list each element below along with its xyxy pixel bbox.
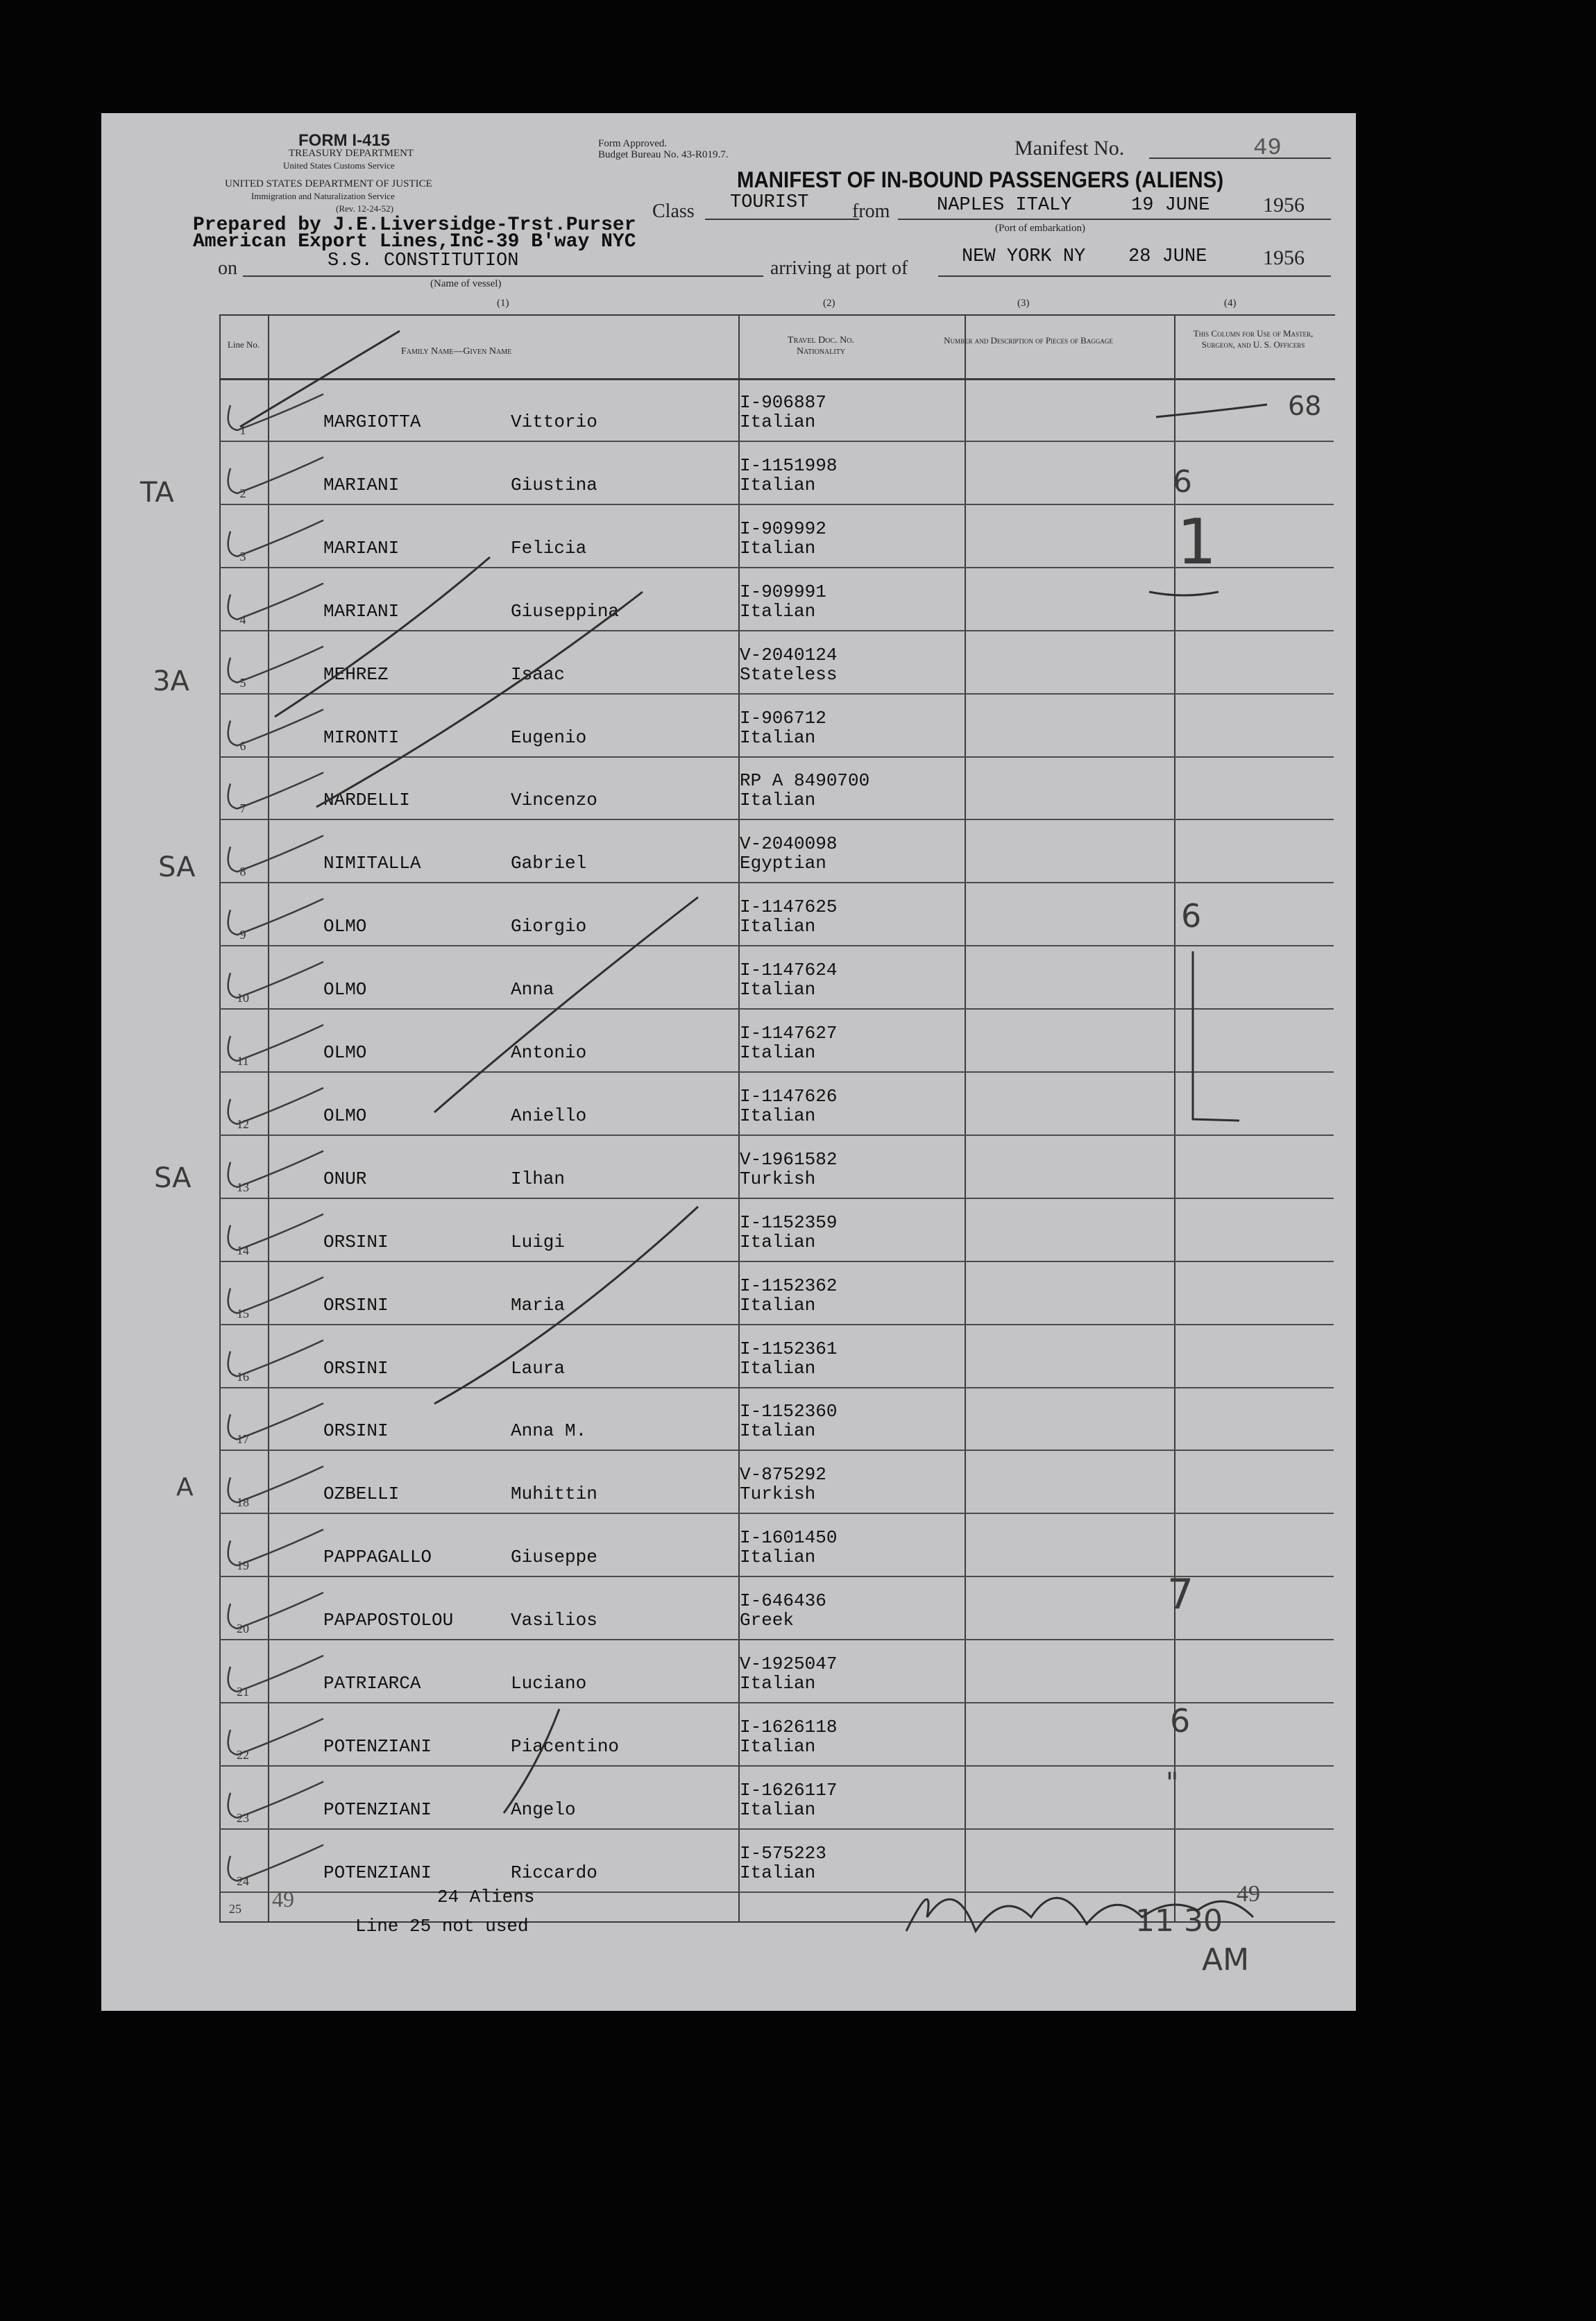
handwritten-time: 11 30 bbox=[1135, 1903, 1223, 1939]
family-name: ORSINI bbox=[323, 1231, 389, 1252]
line-number: 7 bbox=[239, 801, 246, 816]
nationality: Italian bbox=[740, 474, 816, 495]
table-row bbox=[219, 883, 1334, 946]
col-num-1: (1) bbox=[497, 298, 509, 309]
nationality: Italian bbox=[740, 1231, 816, 1252]
handwritten-ditto: " bbox=[1166, 1767, 1179, 1799]
table-row bbox=[219, 695, 1334, 758]
class-label: Class bbox=[652, 201, 695, 222]
handwritten-6: 6 bbox=[1181, 897, 1202, 935]
nationality: Italian bbox=[740, 1673, 816, 1694]
table-row bbox=[219, 1325, 1334, 1388]
arriving-label: arriving at port of bbox=[770, 257, 908, 279]
travel-doc-number: I-1147624 bbox=[740, 960, 838, 981]
page-count-left: 49 bbox=[272, 1887, 294, 1912]
nationality: Italian bbox=[740, 726, 816, 748]
nationality: Turkish bbox=[740, 1168, 816, 1189]
travel-doc-number: I-1626118 bbox=[740, 1716, 838, 1737]
table-row bbox=[219, 1388, 1334, 1451]
nationality: Italian bbox=[740, 979, 816, 1001]
nationality: Turkish bbox=[740, 1483, 816, 1505]
handwritten-am: AM bbox=[1202, 1942, 1250, 1978]
table-row bbox=[219, 1010, 1334, 1073]
line-number: 2 bbox=[239, 486, 246, 500]
nationality: Italian bbox=[740, 1357, 816, 1379]
given-name: Maria bbox=[511, 1294, 566, 1316]
line-number: 19 bbox=[237, 1558, 249, 1573]
given-name: Aniello bbox=[511, 1105, 587, 1126]
margin-note-sa: SA bbox=[158, 851, 196, 883]
nationality: Italian bbox=[740, 1420, 816, 1442]
nationality: Greek bbox=[740, 1610, 795, 1631]
on-label: on bbox=[218, 257, 237, 279]
given-name: Anna M. bbox=[511, 1420, 587, 1442]
family-name: OLMO bbox=[323, 1042, 367, 1063]
line-number: 9 bbox=[239, 928, 246, 942]
travel-doc-number: I-906712 bbox=[740, 707, 826, 729]
given-name: Anna bbox=[511, 979, 554, 1001]
agency-treasury: TREASURY DEPARTMENT bbox=[289, 148, 414, 159]
line-25-number: 25 bbox=[229, 1902, 241, 1916]
family-name: MEHREZ bbox=[323, 663, 389, 685]
vessel-caption: (Name of vessel) bbox=[430, 278, 502, 289]
travel-doc-number: V-2040124 bbox=[740, 644, 838, 665]
given-name: Piacentino bbox=[511, 1735, 620, 1757]
given-name: Angelo bbox=[511, 1799, 576, 1820]
margin-note-a: A bbox=[176, 1473, 194, 1502]
family-name: MARGIOTTA bbox=[323, 411, 421, 432]
from-label: from bbox=[852, 201, 890, 222]
handwritten-68: 68 bbox=[1288, 391, 1322, 421]
port-embark-caption: (Port of embarkation) bbox=[995, 223, 1085, 234]
company-line: American Export Lines,Inc-39 B'way NYC bbox=[193, 231, 636, 253]
table-row bbox=[219, 1199, 1334, 1262]
line-number: 22 bbox=[237, 1747, 249, 1762]
nationality: Stateless bbox=[740, 663, 838, 685]
travel-doc-number: I-1152359 bbox=[740, 1211, 838, 1233]
travel-doc-number: RP A 8490700 bbox=[740, 770, 870, 792]
nationality: Italian bbox=[740, 1042, 816, 1063]
given-name: Antonio bbox=[511, 1042, 587, 1063]
manifest-no: 49 bbox=[1253, 135, 1282, 162]
table-row bbox=[219, 1262, 1334, 1325]
class-value: TOURIST bbox=[730, 192, 809, 213]
header-baggage: Number and Description of Pieces of Baggage bbox=[944, 335, 1113, 346]
line-number: 14 bbox=[237, 1243, 249, 1257]
agency-customs: United States Customs Service bbox=[283, 160, 395, 171]
line-number: 1 bbox=[239, 423, 246, 437]
given-name: Felicia bbox=[511, 537, 587, 559]
margin-note-ta: TA bbox=[140, 477, 174, 509]
col-num-4: (4) bbox=[1224, 298, 1237, 309]
given-name: Vittorio bbox=[511, 411, 597, 432]
table-row bbox=[219, 379, 1334, 442]
line-number: 17 bbox=[237, 1432, 249, 1447]
family-name: OLMO bbox=[323, 979, 367, 1001]
margin-note-sa: SA bbox=[154, 1162, 192, 1194]
table-row bbox=[219, 568, 1334, 631]
given-name: Luigi bbox=[511, 1231, 566, 1252]
travel-doc-number: I-906887 bbox=[740, 392, 826, 413]
family-name: OLMO bbox=[323, 1105, 367, 1126]
form-revision: (Rev. 12-24-52) bbox=[336, 203, 393, 214]
line-number: 12 bbox=[237, 1116, 249, 1131]
line-number: 11 bbox=[237, 1054, 249, 1068]
line-number: 5 bbox=[239, 675, 246, 690]
agency-justice: UNITED STATES DEPARTMENT OF JUSTICE bbox=[225, 178, 432, 189]
table-row bbox=[219, 1451, 1334, 1514]
nationality: Italian bbox=[740, 411, 816, 432]
family-name: MIRONTI bbox=[323, 726, 400, 748]
approval-line-1: Form Approved. bbox=[598, 138, 668, 149]
given-name: Giuseppina bbox=[511, 600, 620, 622]
table-row bbox=[219, 442, 1334, 505]
given-name: Giuseppe bbox=[511, 1547, 597, 1568]
travel-doc-number: I-1601450 bbox=[740, 1527, 838, 1549]
manifest-title: MANIFEST OF IN-BOUND PASSENGERS (ALIENS) bbox=[737, 167, 1224, 192]
family-name: MARIANI bbox=[323, 600, 400, 622]
margin-note-3a: 3A bbox=[153, 665, 189, 697]
given-name: Giustina bbox=[511, 474, 597, 495]
travel-doc-number: I-1151998 bbox=[740, 454, 838, 476]
nationality: Italian bbox=[740, 790, 816, 811]
prepared-by: Prepared by J.E.Liversidge-Trst.Purser bbox=[193, 214, 636, 236]
family-name: ORSINI bbox=[323, 1420, 389, 1442]
travel-doc-number: I-909991 bbox=[740, 581, 826, 602]
travel-doc-number: I-1152360 bbox=[740, 1401, 838, 1422]
travel-doc-number: I-646436 bbox=[740, 1590, 826, 1612]
header-line-no: Line No. bbox=[227, 339, 260, 350]
line-number: 8 bbox=[239, 865, 246, 879]
embark-date: 19 JUNE bbox=[1131, 195, 1210, 216]
port-of-embarkation: NAPLES ITALY bbox=[937, 195, 1072, 216]
travel-doc-number: V-1925047 bbox=[740, 1653, 838, 1674]
line-number: 15 bbox=[237, 1306, 249, 1320]
given-name: Gabriel bbox=[511, 853, 587, 874]
table-row bbox=[219, 505, 1334, 568]
manifest-no-label: Manifest No. bbox=[1015, 137, 1125, 160]
family-name: PAPAPOSTOLOU bbox=[323, 1610, 454, 1631]
nationality: Italian bbox=[740, 1799, 816, 1820]
table-row bbox=[219, 631, 1334, 695]
line-number: 10 bbox=[237, 991, 249, 1005]
handwritten-6: 6 bbox=[1173, 464, 1192, 500]
line-number: 23 bbox=[237, 1810, 249, 1825]
travel-doc-number: I-909992 bbox=[740, 518, 826, 539]
nationality: Italian bbox=[740, 1735, 816, 1757]
nationality: Italian bbox=[740, 1547, 816, 1568]
given-name: Luciano bbox=[511, 1673, 587, 1694]
family-name: POTENZIANI bbox=[323, 1799, 432, 1820]
family-name: NIMITALLA bbox=[323, 853, 421, 874]
given-name: Giorgio bbox=[511, 916, 587, 937]
line-number: 20 bbox=[237, 1622, 249, 1636]
table-row bbox=[219, 1514, 1334, 1577]
given-name: Isaac bbox=[511, 663, 566, 685]
agency-ins: Immigration and Naturalization Service bbox=[251, 191, 395, 201]
line-not-used: Line 25 not used bbox=[355, 1916, 529, 1937]
family-name: OZBELLI bbox=[323, 1483, 400, 1505]
nationality: Italian bbox=[740, 1105, 816, 1126]
table-row bbox=[219, 1703, 1334, 1767]
given-name: Laura bbox=[511, 1357, 566, 1379]
family-name: PATRIARCA bbox=[323, 1673, 421, 1694]
travel-doc-number: I-575223 bbox=[740, 1842, 826, 1864]
nationality: Egyptian bbox=[740, 853, 826, 874]
family-name: NARDELLI bbox=[323, 790, 410, 811]
family-name: PAPPAGALLO bbox=[323, 1547, 432, 1568]
line-number: 13 bbox=[237, 1180, 249, 1194]
nationality: Italian bbox=[740, 600, 816, 622]
nationality: Italian bbox=[740, 1294, 816, 1316]
travel-doc-number: I-1152361 bbox=[740, 1338, 838, 1359]
vessel-name: S.S. CONSTITUTION bbox=[328, 250, 519, 271]
approval-line-2: Budget Bureau No. 43-R019.7. bbox=[598, 149, 729, 160]
family-name: POTENZIANI bbox=[323, 1735, 432, 1757]
table-row bbox=[219, 1640, 1334, 1703]
travel-doc-number: I-1147626 bbox=[740, 1085, 838, 1107]
table-row bbox=[219, 946, 1334, 1010]
arrival-year: 1956 bbox=[1263, 246, 1305, 269]
header-travel-doc: Travel Doc. No. Nationality bbox=[788, 335, 854, 357]
handwritten-7: 7 bbox=[1167, 1570, 1194, 1619]
given-name: Muhittin bbox=[511, 1483, 597, 1505]
family-name: ONUR bbox=[323, 1168, 367, 1189]
given-name: Ilhan bbox=[511, 1168, 566, 1189]
line-number: 16 bbox=[237, 1369, 249, 1384]
nationality: Italian bbox=[740, 916, 816, 937]
given-name: Vasilios bbox=[511, 1610, 597, 1631]
header-name: Family Name—Given Name bbox=[401, 346, 512, 357]
travel-doc-number: V-1961582 bbox=[740, 1148, 838, 1170]
line-number: 18 bbox=[237, 1495, 249, 1510]
travel-doc-number: I-1626117 bbox=[740, 1779, 838, 1801]
header-officers: This Column for Use of Master, Surgeon, and U. S. Officers bbox=[1193, 328, 1314, 350]
page-count-right: 49 bbox=[1237, 1881, 1260, 1907]
given-name: Eugenio bbox=[511, 726, 587, 748]
family-name: POTENZIANI bbox=[323, 1862, 432, 1883]
family-name: MARIANI bbox=[323, 474, 400, 495]
given-name: Riccardo bbox=[511, 1862, 597, 1883]
table-row bbox=[219, 1073, 1334, 1136]
line-number: 4 bbox=[239, 612, 246, 627]
aliens-total: 24 Aliens bbox=[437, 1887, 535, 1907]
line-number: 6 bbox=[239, 738, 246, 753]
table-row bbox=[219, 1830, 1334, 1893]
handwritten-6: 6 bbox=[1170, 1702, 1191, 1740]
nationality: Italian bbox=[740, 1862, 816, 1883]
travel-doc-number: V-875292 bbox=[740, 1464, 826, 1486]
form-number: FORM I-415 bbox=[298, 131, 391, 150]
port-of-arrival: NEW YORK NY bbox=[962, 246, 1086, 267]
handwritten-bracket-1: 1 bbox=[1177, 506, 1217, 579]
line-number: 21 bbox=[237, 1685, 249, 1699]
travel-doc-number: V-2040098 bbox=[740, 833, 838, 855]
table-row bbox=[219, 757, 1334, 820]
line-number: 3 bbox=[239, 549, 246, 563]
travel-doc-number: I-1147627 bbox=[740, 1023, 838, 1044]
nationality: Italian bbox=[740, 537, 816, 559]
family-name: OLMO bbox=[323, 916, 367, 937]
travel-doc-number: I-1152362 bbox=[740, 1275, 838, 1296]
embark-year: 1956 bbox=[1263, 194, 1305, 216]
travel-doc-number: I-1147625 bbox=[740, 896, 838, 918]
family-name: MARIANI bbox=[323, 537, 400, 559]
line-number: 24 bbox=[237, 1873, 249, 1888]
col-num-3: (3) bbox=[1017, 298, 1030, 309]
family-name: ORSINI bbox=[323, 1357, 389, 1379]
table-row bbox=[219, 820, 1334, 883]
family-name: ORSINI bbox=[323, 1294, 389, 1316]
col-num-2: (2) bbox=[823, 298, 835, 309]
manifest-page bbox=[101, 113, 1356, 2011]
table-row bbox=[219, 1136, 1334, 1199]
given-name: Vincenzo bbox=[511, 790, 597, 811]
arrival-date: 28 JUNE bbox=[1128, 246, 1207, 267]
